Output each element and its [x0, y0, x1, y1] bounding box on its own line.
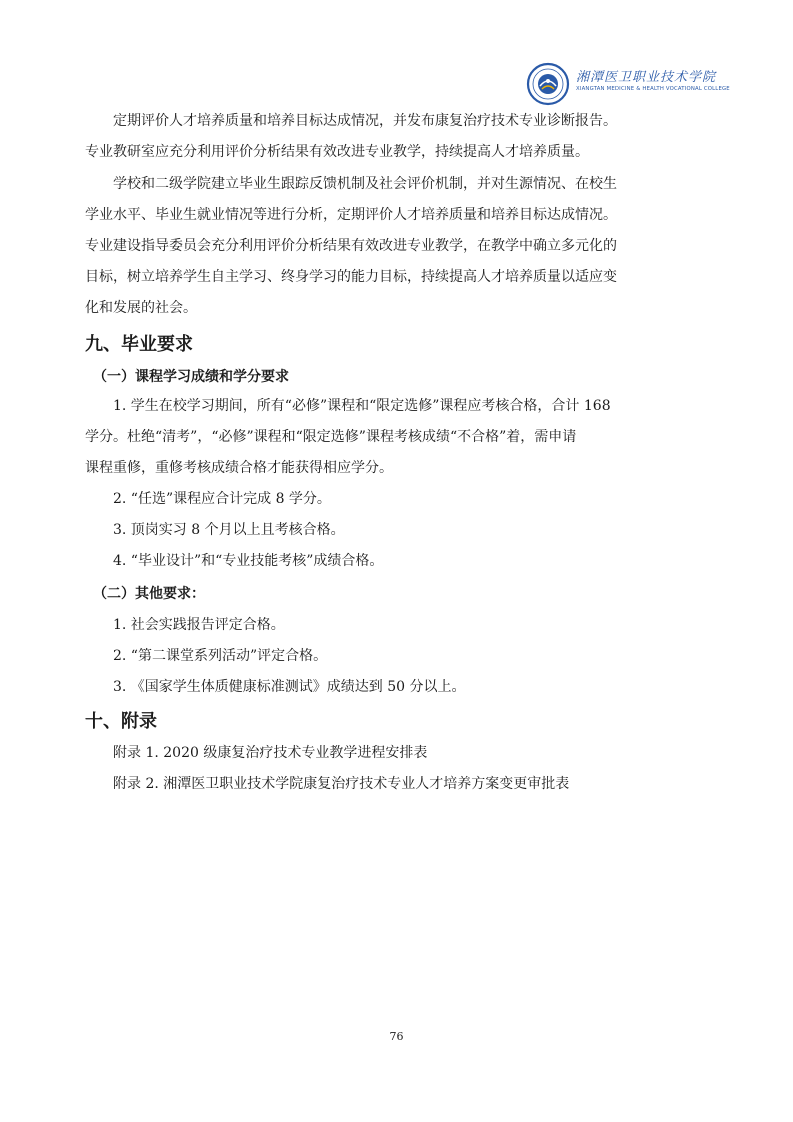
list-item: 学分。杜绝“清考”，“必修”课程和“限定选修”课程考核成绩“不合格”着，需申请: [85, 429, 577, 445]
paragraph-line: 学校和二级学院建立毕业生跟踪反馈机制及社会评价机制，并对生源情况、在校生: [113, 176, 617, 192]
list-item: 3. 《国家学生体质健康标准测试》成绩达到 50 分以上。: [113, 679, 466, 695]
logo-chinese-name: 湘潭医卫职业技术学院: [576, 70, 717, 85]
section-heading-appendix: 十、附录: [85, 711, 157, 732]
list-item: 课程重修，重修考核成绩合格才能获得相应学分。: [85, 460, 393, 476]
paragraph-line: 化和发展的社会。: [85, 300, 197, 316]
college-logo: [526, 62, 730, 112]
paragraph-line: 专业教研室应充分利用评价分析结果有效改进专业教学，持续提高人才培养质量。: [85, 144, 589, 160]
paragraph-line: 定期评价人才培养质量和培养目标达成情况，并发布康复治疗技术专业诊断报告。: [113, 113, 617, 129]
subsection-heading-credits: （一）课程学习成绩和学分要求: [93, 369, 289, 385]
paragraph-line: 专业建设指导委员会充分利用评价分析结果有效改进专业教学，在教学中确立多元化的: [85, 238, 617, 254]
list-item: 4. “毕业设计”和“专业技能考核”成绩合格。: [113, 553, 384, 569]
list-item: 2. “第二课堂系列活动”评定合格。: [113, 648, 328, 664]
list-item: 1. 社会实践报告评定合格。: [113, 617, 285, 633]
list-item: 3. 顶岗实习 8 个月以上且考核合格。: [113, 522, 345, 538]
list-item: 1. 学生在校学习期间，所有“必修”课程和“限定选修”课程应考核合格，合计 168: [113, 398, 611, 414]
appendix-item: 附录 2. 湘潭医卫职业技术学院康复治疗技术专业人才培养方案变更审批表: [113, 776, 570, 792]
section-heading-graduation: 九、毕业要求: [85, 334, 193, 355]
appendix-item: 附录 1. 2020 级康复治疗技术专业教学进程安排表: [113, 745, 428, 761]
subsection-heading-other: （二）其他要求：: [93, 586, 205, 602]
paragraph-line: 目标，树立培养学生自主学习、终身学习的能力目标，持续提高人才培养质量以适应变: [85, 269, 617, 285]
list-item: 2. “任选”课程应合计完成 8 学分。: [113, 491, 331, 507]
paragraph-line: 学业水平、毕业生就业情况等进行分析，定期评价人才培养质量和培养目标达成情况。: [85, 207, 617, 223]
logo-english-name: XIANGTAN MEDICINE & HEALTH VOCATIONAL COLLEGE: [576, 86, 730, 92]
college-emblem-icon: [526, 62, 570, 106]
page-number: 76: [389, 1030, 404, 1043]
